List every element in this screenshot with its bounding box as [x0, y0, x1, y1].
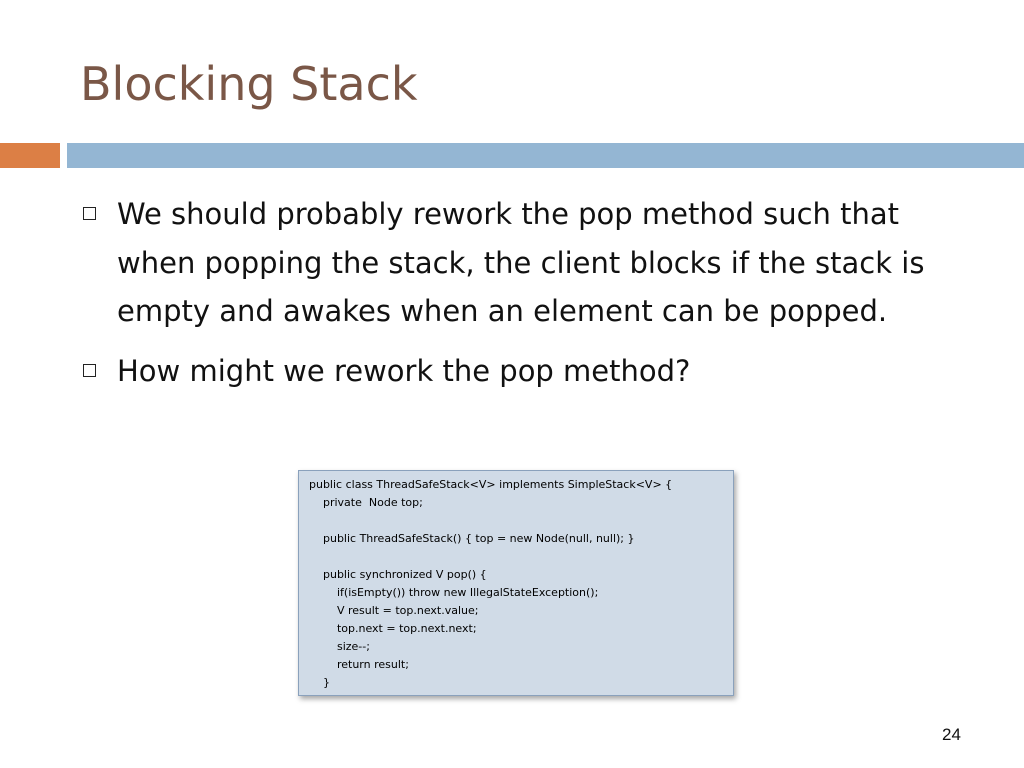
square-bullet-icon — [83, 207, 96, 220]
code-line: size--; — [309, 640, 370, 653]
code-line: return result; — [309, 658, 409, 671]
code-snippet-box — [298, 470, 734, 696]
page-number: 24 — [942, 725, 961, 744]
bullet-item — [82, 190, 982, 336]
slide-title: Blocking Stack — [80, 57, 418, 111]
bullet-text: How might we rework the pop method? — [117, 353, 691, 388]
code-line — [309, 512, 723, 530]
bullet-item — [82, 347, 982, 396]
bullet-text: We should probably rework the pop method such that when popping the stack, the client blocks if the stack is empty and awakes when an element can be popped. — [117, 197, 925, 328]
accent-bar — [0, 143, 60, 168]
code-line: private Node top; — [309, 496, 423, 509]
square-bullet-icon — [83, 364, 96, 377]
code-line: public ThreadSafeStack() { top = new Node(null, null); } — [309, 532, 635, 545]
code-line: V result = top.next.value; — [309, 604, 479, 617]
code-line: } — [309, 676, 330, 689]
code-line: top.next = top.next.next; — [309, 622, 477, 635]
code-line: public synchronized V pop() { — [309, 568, 487, 581]
title-rule-bar — [67, 143, 1024, 168]
code-line — [309, 548, 723, 566]
code-line: public class ThreadSafeStack<V> implements SimpleStack<V> { — [309, 478, 673, 491]
code-line: if(isEmpty()) throw new IllegalStateException(); — [309, 586, 599, 599]
bullet-list — [82, 190, 982, 406]
